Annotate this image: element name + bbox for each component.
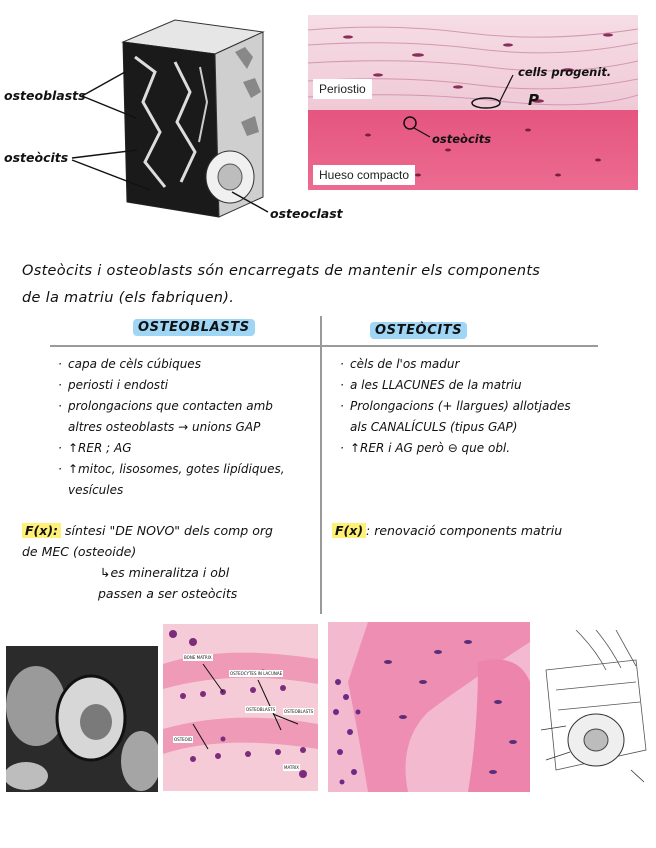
bullet-icon: · xyxy=(58,357,62,371)
bottom-label-3: OSTEOID xyxy=(174,737,193,742)
bullet-icon: · xyxy=(58,441,62,455)
osteoblasts-item xyxy=(58,396,285,417)
fx-left-line4: passen a ser osteòcits xyxy=(98,586,238,601)
label-osteoblasts: osteoblasts xyxy=(4,88,86,103)
osteoblasts-header xyxy=(133,320,255,335)
osteoblasts-item xyxy=(58,459,285,480)
osteoblasts-item-text: vesícules xyxy=(68,483,124,497)
micrograph-em xyxy=(6,646,158,792)
bottom-label-2: OSTEOBLASTS xyxy=(246,707,276,712)
fx-left-line1: síntesi "DE NOVO" dels comp org xyxy=(65,523,273,538)
osteoblasts-function xyxy=(22,520,273,604)
osteocits-item-text: a les LLACUNES de la matriu xyxy=(350,378,522,392)
osteocits-header xyxy=(370,323,467,338)
osteoblasts-item xyxy=(58,438,285,459)
osteocits-item xyxy=(340,438,571,459)
annotation-arrows xyxy=(0,0,310,230)
bottom-label-5: BONE MATRIX xyxy=(184,655,212,660)
osteoblasts-item-text: ↑mitoc, lisosomes, gotes lipídiques, xyxy=(68,462,285,476)
micrograph-he-osteocytes xyxy=(328,622,530,792)
bottom-label-4: OSTEOBLASTS xyxy=(284,709,314,714)
osteoblasts-list xyxy=(58,354,285,501)
bullet-icon: · xyxy=(340,441,344,455)
osteocits-function xyxy=(332,520,562,541)
label-hueso-compacto: Hueso compacto xyxy=(313,165,415,185)
label-osteoclast: osteoclast xyxy=(270,206,343,221)
label-periostio: Periostio xyxy=(313,79,372,99)
osteocits-item-text: Prolongacions (+ llargues) allotjades xyxy=(350,399,571,413)
osteocits-item xyxy=(340,375,571,396)
osteoblasts-item xyxy=(58,417,285,438)
label-cells-progenit: cells progenit. xyxy=(518,65,612,79)
bullet-icon: · xyxy=(58,399,62,413)
osteoblasts-item-text: capa de cèls cúbiques xyxy=(68,357,201,371)
histology-image xyxy=(308,15,638,190)
osteocits-item xyxy=(340,396,571,417)
osteoblasts-item-text: ↑RER ; AG xyxy=(68,441,132,455)
bullet-icon: · xyxy=(58,462,62,476)
osteoblasts-item-text: altres osteoblasts → unions GAP xyxy=(68,420,261,434)
table-vertical-divider xyxy=(320,316,322,614)
osteon-diagram xyxy=(536,630,648,792)
osteoblasts-item xyxy=(58,354,285,375)
micrograph-he-osteoblasts xyxy=(163,624,318,791)
osteocits-item xyxy=(340,354,571,375)
fx-left-line3: ↳es mineralitza i obl xyxy=(100,565,230,580)
osteocits-header-label: OSTEÒCITS xyxy=(370,322,467,339)
bullet-icon: · xyxy=(340,399,344,413)
label-osteocits-histo: osteòcits xyxy=(432,132,492,146)
osteocits-list xyxy=(340,354,571,459)
intro-text xyxy=(22,258,632,312)
bottom-label-1: OSTEOCYTES IN LACUNAE xyxy=(230,671,283,676)
label-p: P xyxy=(528,91,539,109)
osteocits-item-text: cèls de l'os madur xyxy=(350,357,460,371)
osteocits-item-text: ↑RER i AG però ⊖ que obl. xyxy=(350,441,511,455)
osteocits-item xyxy=(340,417,571,438)
bullet-icon: · xyxy=(340,357,344,371)
label-osteocits: osteòcits xyxy=(4,150,69,165)
osteoblasts-item-text: prolongacions que contacten amb xyxy=(68,399,273,413)
fx-left-line2: de MEC (osteoide) xyxy=(22,544,137,559)
fx-tag-left: F(x): xyxy=(22,523,61,538)
fx-right-text: : renovació components matriu xyxy=(366,523,563,538)
bullet-icon: · xyxy=(58,378,62,392)
osteoblasts-header-label: OSTEOBLASTS xyxy=(133,319,255,336)
fx-tag-right: F(x) xyxy=(332,523,366,538)
osteocits-item-text: als CANALÍCULS (tipus GAP) xyxy=(350,420,518,434)
osteoblasts-item xyxy=(58,375,285,396)
table-horizontal-divider xyxy=(50,345,598,347)
intro-line-1: Osteòcits i osteoblasts són encarregats de mantenir els components xyxy=(22,263,541,279)
bullet-icon: · xyxy=(340,378,344,392)
bottom-label-6: MATRIX xyxy=(284,765,300,770)
intro-line-2: de la matriu (els fabriquen). xyxy=(22,290,235,306)
osteoblasts-item xyxy=(58,480,285,501)
osteoblasts-item-text: periosti i endosti xyxy=(68,378,169,392)
